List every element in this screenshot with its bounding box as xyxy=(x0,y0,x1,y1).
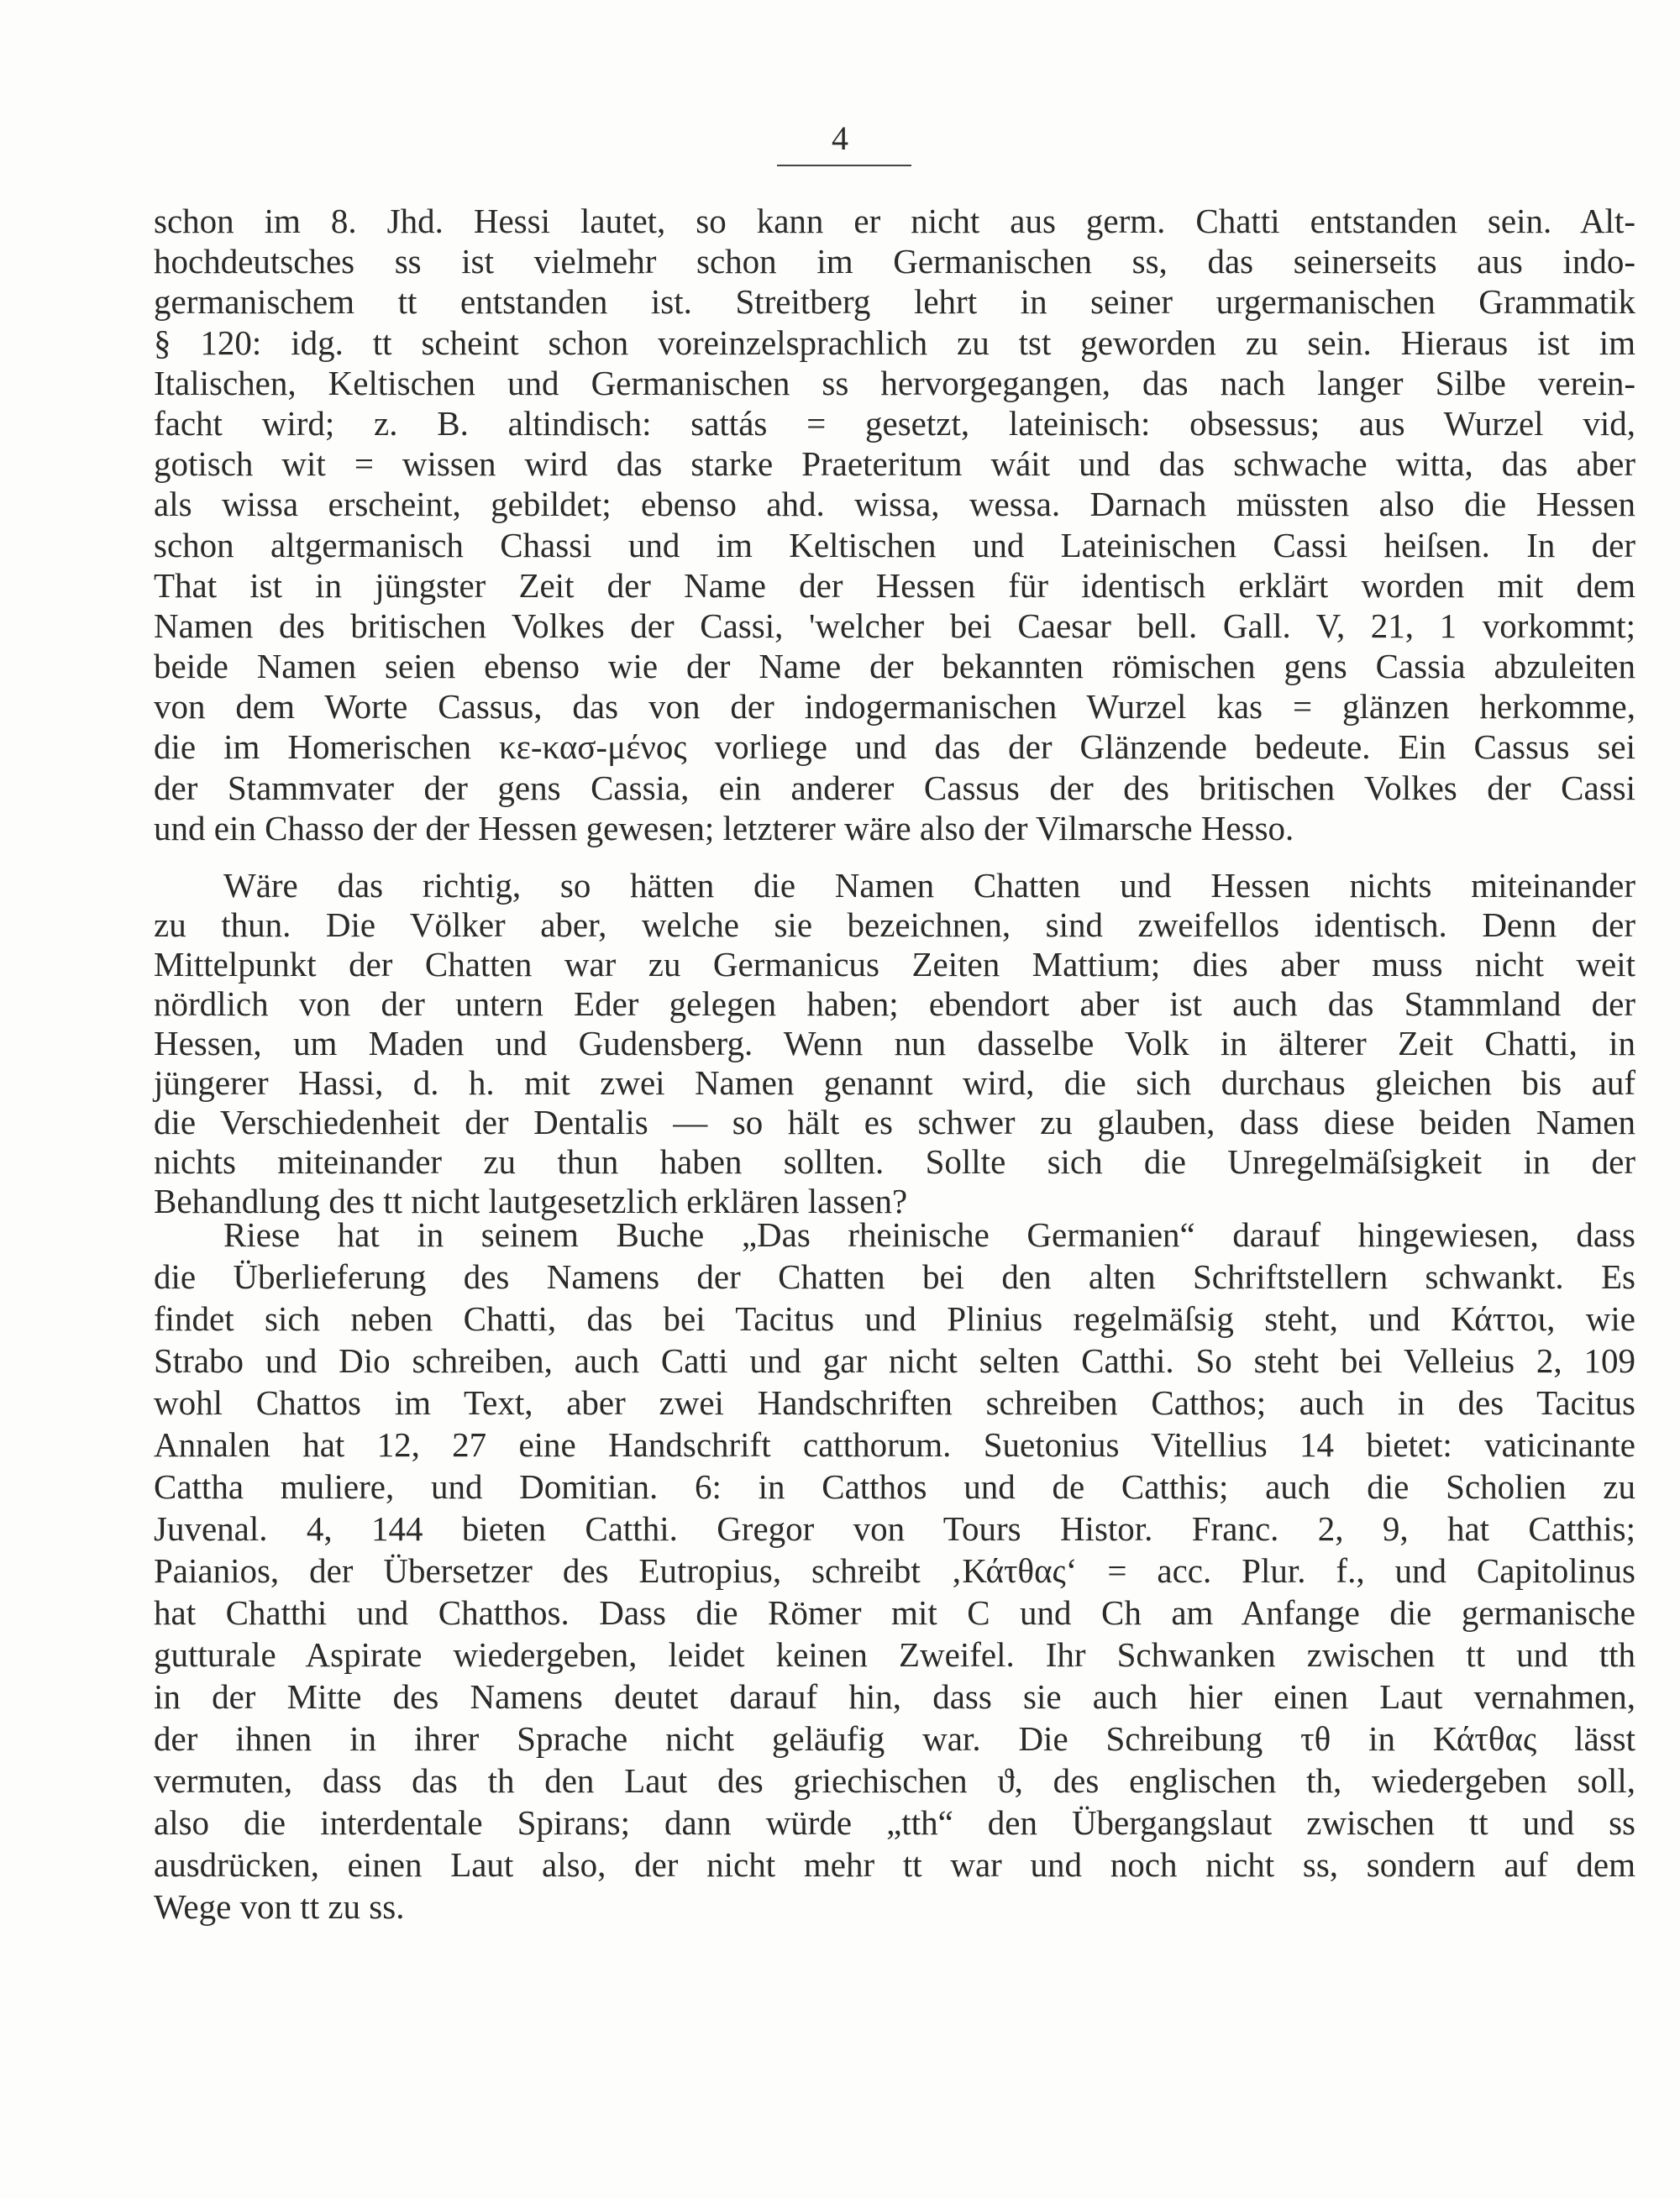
text-line: Strabo und Dio schreiben, auch Catti und gar nicht selten Catthi. So steht bei Velleius 2, 109 xyxy=(154,1341,1635,1380)
page-number: 4 xyxy=(832,119,848,157)
text-line: jüngerer Hassi, d. h. mit zwei Namen genannt wird, die sich durchaus gleichen bis auf xyxy=(154,1063,1635,1102)
text-line: nördlich von der untern Eder gelegen haben; ebendort aber ist auch das Stammland der xyxy=(154,984,1635,1023)
text-line: ausdrücken, einen Laut also, der nicht mehr tt war und noch nicht ss, sondern auf dem xyxy=(154,1845,1635,1884)
page-number-rule xyxy=(777,165,911,166)
text-line: vermuten, dass das th den Laut des griechischen ϑ, des englischen th, wiedergeben soll, xyxy=(154,1761,1635,1800)
text-line: Juvenal. 4, 144 bieten Catthi. Gregor von Tours Histor. Franc. 2, 9, hat Catthis; xyxy=(154,1509,1635,1548)
text-line: der ihnen in ihrer Sprache nicht geläufig war. Die Schreibung τθ in Κάτθας lässt xyxy=(154,1719,1635,1758)
text-line: That ist in jüngster Zeit der Name der Hessen für identisch erklärt worden mit dem xyxy=(154,565,1635,605)
text-line: Annalen hat 12, 27 eine Handschrift catthorum. Suetonius Vitellius 14 bietet: vaticinante xyxy=(154,1425,1635,1464)
text-line: Wege von tt zu ss. xyxy=(154,1887,405,1926)
text-line: Behandlung des tt nicht lautgesetzlich erklären lassen? xyxy=(154,1182,908,1220)
text-line: die Verschiedenheit der Dentalis — so hält es schwer zu glauben, dass diese beiden Namen xyxy=(154,1103,1635,1141)
text-line: hochdeutsches ss ist vielmehr schon im Germanischen ss, das seinerseits aus indo- xyxy=(154,242,1635,281)
text-line: § 120: idg. tt scheint schon voreinzelsprachlich zu tst geworden zu sein. Hieraus ist im xyxy=(154,323,1635,362)
text-line: und ein Chasso der der Hessen gewesen; letzterer wäre also der Vilmarsche Hesso. xyxy=(154,808,1294,847)
text-line: Riese hat in seinem Buche „Das rheinische Germanien“ darauf hingewiesen, dass xyxy=(223,1215,1635,1254)
text-line: zu thun. Die Völker aber, welche sie bezeichnen, sind zweifellos identisch. Denn der xyxy=(154,905,1635,944)
text-line: Namen des britischen Volkes der Cassi, 'welcher bei Caesar bell. Gall. V, 21, 1 vorkommt; xyxy=(154,606,1635,645)
text-line: Mittelpunkt der Chatten war zu Germanicus Zeiten Mattium; dies aber muss nicht weit xyxy=(154,945,1635,984)
text-line: Paianios, der Übersetzer des Eutropius, schreibt ‚Κάτθας‘ = acc. Plur. f., und Capitolinus xyxy=(154,1551,1635,1590)
text-line: germanischem tt entstanden ist. Streitberg lehrt in seiner urgermanischen Grammatik xyxy=(154,282,1635,322)
paragraph xyxy=(154,866,1635,1221)
paragraph xyxy=(154,201,1635,848)
paragraph xyxy=(154,1214,1635,1928)
text-line: in der Mitte des Namens deutet darauf hin, dass sie auch hier einen Laut vernahmen, xyxy=(154,1677,1635,1716)
text-line: facht wird; z. B. altindisch: sattás = gesetzt, lateinisch: obsessus; aus Wurzel vid, xyxy=(154,403,1635,443)
text-line: gutturale Aspirate wiedergeben, leidet keinen Zweifel. Ihr Schwanken zwischen tt und tth xyxy=(154,1635,1635,1674)
text-line: hat Chatthi und Chatthos. Dass die Römer mit C und Ch am Anfange die germanische xyxy=(154,1593,1635,1632)
text-line: von dem Worte Cassus, das von der indogermanischen Wurzel kas = glänzen herkomme, xyxy=(154,687,1635,727)
text-line: Italischen, Keltischen und Germanischen ss hervorgegangen, das nach langer Silbe verein- xyxy=(154,363,1635,402)
text-line: der Stammvater der gens Cassia, ein anderer Cassus der des britischen Volkes der Cassi xyxy=(154,768,1635,807)
text-line: also die interdentale Spirans; dann würde „tth“ den Übergangslaut zwischen tt und ss xyxy=(154,1803,1635,1842)
text-line: beide Namen seien ebenso wie der Name der bekannten römischen gens Cassia abzuleiten xyxy=(154,647,1635,686)
text-line: als wissa erscheint, gebildet; ebenso ahd. wissa, wessa. Darnach müssten also die Hessen xyxy=(154,485,1635,524)
text-line: schon im 8. Jhd. Hessi lautet, so kann er nicht aus germ. Chatti entstanden sein. Alt- xyxy=(154,202,1635,240)
text-line: die Überlieferung des Namens der Chatten bei den alten Schriftstellern schwankt. Es xyxy=(154,1257,1635,1296)
text-line: die im Homerischen κε-κασ-μένος vorliege und das der Glänzende bedeute. Ein Cassus sei xyxy=(154,727,1635,767)
text-line: Cattha muliere, und Domitian. 6: in Catthos und de Catthis; auch die Scholien zu xyxy=(154,1467,1635,1506)
text-line: gotisch wit = wissen wird das starke Praeteritum wáit und das schwache witta, das aber xyxy=(154,444,1635,484)
text-line: Wäre das richtig, so hätten die Namen Chatten und Hessen nichts miteinander xyxy=(223,866,1635,905)
text-line: wohl Chattos im Text, aber zwei Handschriften schreiben Catthos; auch in des Tacitus xyxy=(154,1383,1635,1422)
text-line: schon altgermanisch Chassi und im Keltischen und Lateinischen Cassi heiſsen. In der xyxy=(154,525,1635,564)
text-line: nichts miteinander zu thun haben sollten. Sollte sich die Unregelmäſsigkeit in der xyxy=(154,1142,1635,1181)
text-line: Hessen, um Maden und Gudensberg. Wenn nun dasselbe Volk in älterer Zeit Chatti, in xyxy=(154,1024,1635,1062)
text-line: findet sich neben Chatti, das bei Tacitus und Plinius regelmäſsig steht, und Κάττοι, wie xyxy=(154,1299,1635,1338)
